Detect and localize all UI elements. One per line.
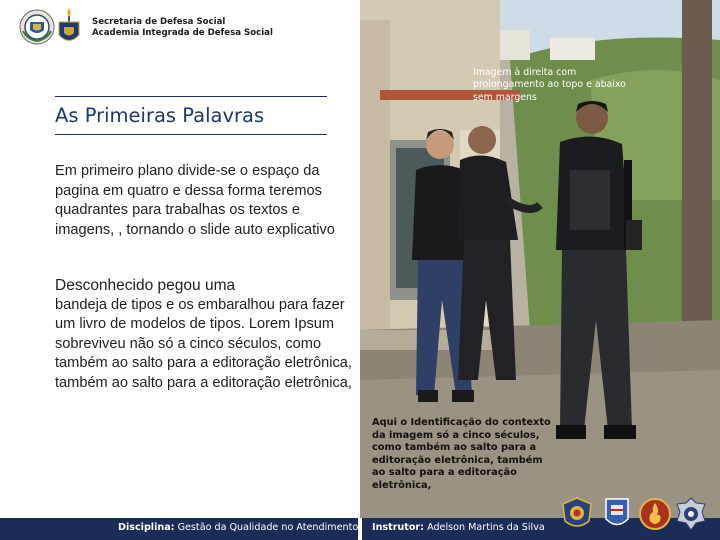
state-coat-of-arms-icon	[19, 9, 55, 45]
instructor-label: Instrutor:	[372, 522, 425, 533]
body-paragraph-1: Em primeiro plano divide-se o espaço da pagina em quatro e dessa forma teremos quadrantes para trabalhas os textos e imagens, , tornando o slide auto explicativo	[55, 163, 335, 238]
photo-caption: Aqui o Identificação do contexto da imagem só a cinco séculos, como também ao salto para a editoração eletrônica, também ao salto para a editoração eletrônica,	[372, 417, 551, 491]
title-rule-bottom	[55, 134, 327, 135]
institution-line-2: Academia Integrada de Defesa Social	[92, 28, 273, 38]
body-paragraph-2	[55, 276, 355, 394]
photo-note: Imagem à direita com prolongamento ao topo e abaixo sem margens	[473, 67, 626, 103]
fire-department-badge-icon	[638, 497, 672, 531]
slide-title: As Primeiras Palavras	[55, 104, 265, 127]
title-rule-top	[55, 96, 327, 97]
instructor-value: Adelson Martins da Silva	[427, 522, 545, 533]
academy-torch-shield-icon	[58, 8, 80, 46]
institution-name	[92, 17, 273, 39]
footer-instructor	[372, 522, 545, 533]
institution-line-1: Secretaria de Defesa Social	[92, 17, 226, 27]
footer-divider	[358, 518, 362, 540]
civil-police-badge-icon	[674, 497, 708, 531]
footer-discipline	[118, 522, 358, 533]
discipline-value: Gestão da Qualidade no Atendimento	[177, 522, 359, 533]
military-police-badge-icon	[600, 497, 634, 531]
body-paragraph-2-lead: Desconhecido pegou uma	[55, 277, 236, 294]
discipline-label: Disciplina:	[118, 522, 175, 533]
police-badge-icon	[560, 497, 594, 531]
body-paragraph-2-text: bandeja de tipos e os embaralhou para fazer um livro de modelos de tipos. Lorem Ipsum sobreviveu não só a cinco séculos, como também ao salto para a editoração eletrônica, também ao salto para a editoração eletrônica,	[55, 296, 352, 391]
